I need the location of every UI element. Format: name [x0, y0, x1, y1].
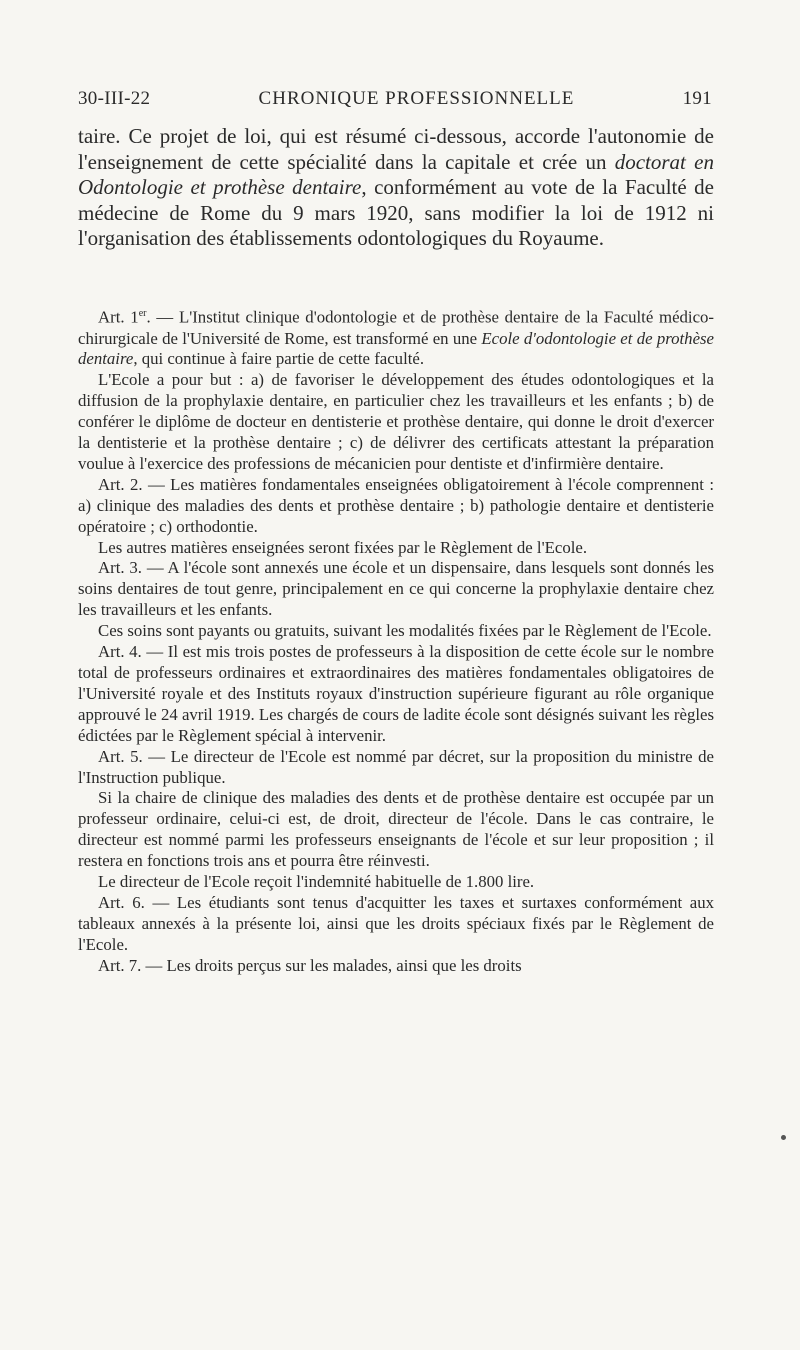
paragraph: L'Ecole a pour but : a) de favoriser le développement des études odontologiques et la diffusion de la prophylaxie dentaire, en particulier chez les travailleurs et les enfants ; b) de conférer le diplôme de docteur en dentisterie et prothèse dentaire, qui donne le droit d'exercer la dentisterie et la prothèse dentaire ; c) de délivrer des certificats attestant la préparation voulue à l'exercice des professions de mécanicien pour dentiste et d'infirmière dentaire.	[78, 370, 714, 473]
paragraph: Le directeur de l'Ecole reçoit l'indemnité habituelle de 1.800 lire.	[98, 872, 535, 892]
art1-italic: Ecole d'odontologie et de prothèse dentaire	[78, 328, 714, 369]
paragraph: Ces soins sont payants ou gratuits, suivant les modalités fixées par le Règlement de l'Ecole.	[98, 621, 712, 641]
intro-text-2: , conformément au vote de la Faculté de médecine de Rome du 9 mars 1920, sans modifier la loi de 1912 ni l'organisation des établissements odontologiques du Royaume.	[78, 175, 714, 250]
intro-paragraph	[78, 124, 714, 252]
paragraph: Art. 7. — Les droits perçus sur les malades, ainsi que les droits	[98, 955, 522, 975]
paragraph: Si la chaire de clinique des maladies des dents et de prothèse dentaire est occupée par un professeur ordinaire, celui-ci est, de droit, directeur de l'école. Dans le cas contraire, le directeur est nommé parmi les professeurs enseignants de l'école et sur leur proposition ; il restera en fonctions trois ans et pourra être réinvesti.	[78, 788, 714, 871]
article-list	[78, 304, 714, 977]
running-header	[78, 88, 712, 110]
art1-text-2: , qui continue à faire partie de cette faculté.	[133, 349, 425, 369]
art1-sup: er	[138, 308, 147, 319]
paragraph: Art. 6. — Les étudiants sont tenus d'acquitter les taxes et surtaxes conformément aux tableaux annexés à la présente loi, ainsi que les droits spéciaux fixés par le Règlement de l'Ecole.	[78, 892, 714, 954]
intro-text-1: taire. Ce projet de loi, qui est résumé ci-dessous, accorde l'autonomie de l'enseignement de cette spécialité dans la capitale et crée un	[78, 124, 714, 174]
margin-dot	[781, 1135, 786, 1140]
paragraph: Art. 5. — Le directeur de l'Ecole est nommé par décret, sur la proposition du ministre de l'Instruction publique.	[78, 746, 714, 787]
paragraph: Art. 2. — Les matières fondamentales enseignées obligatoirement à l'école comprennent : a) clinique des maladies des dents et prothèse dentaire ; b) pathologie dentaire et dentisterie opératoire ; c) orthodontie.	[78, 474, 714, 536]
page-number: 191	[682, 88, 712, 109]
art1-text-1: . — L'Institut clinique d'odontologie et de prothèse dentaire de la Faculté médico-chirurgicale de l'Université de Rome, est transformé en une	[78, 307, 714, 348]
paragraph: Les autres matières enseignées seront fixées par le Règlement de l'Ecole.	[98, 537, 588, 557]
header-date: 30-III-22	[78, 88, 151, 109]
paragraph: Art. 4. — Il est mis trois postes de professeurs à la disposition de cette école sur le nombre total de professeurs ordinaires et extraordinaires des matières fondamentales obligatoires de l'Université royale et des Instituts royaux d'instruction supérieure figurant au rôle organique approuvé le 24 avril 1919. Les chargés de cours de ladite école sont désignés suivant les règles édictées par le Règlement spécial à intervenir.	[78, 642, 714, 745]
art1-lead: Art. 1	[98, 307, 139, 327]
intro-italic: doctorat en Odontologie et prothèse dentaire	[78, 149, 715, 199]
article-1	[78, 304, 714, 370]
header-title: CHRONIQUE PROFESSIONNELLE	[258, 88, 575, 109]
paragraph: Art. 3. — A l'école sont annexés une école et un dispensaire, dans lesquels sont donnés les soins dentaires de tout genre, principalement en ce qui concerne la prophylaxie dentaire chez les travailleurs et les enfants.	[78, 558, 714, 620]
